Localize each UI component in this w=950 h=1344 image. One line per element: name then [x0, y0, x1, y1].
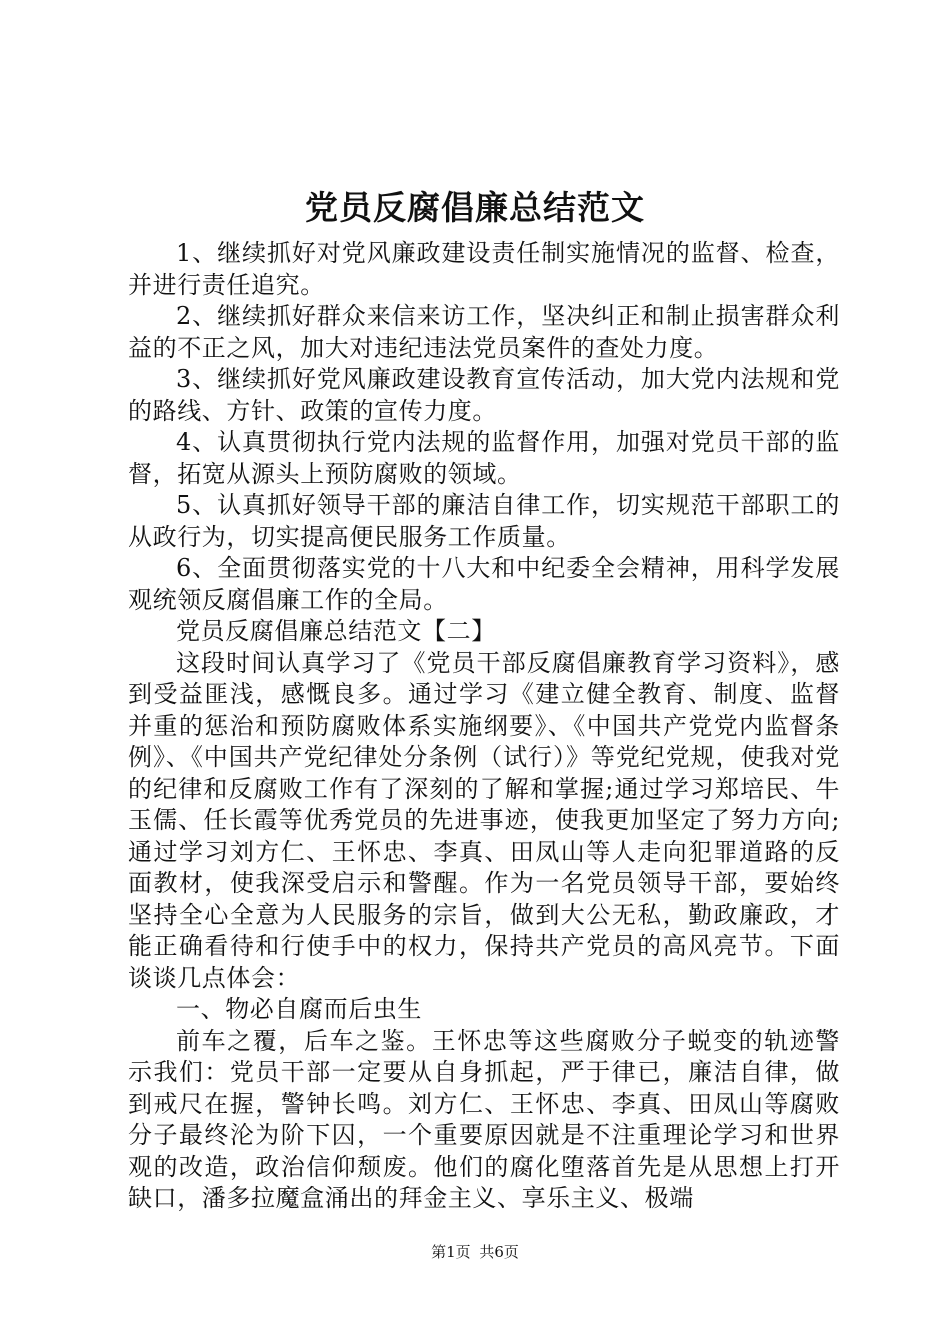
- page-footer: [0, 1241, 950, 1263]
- paragraph-intro: 这段时间认真学习了《党员干部反腐倡廉教育学习资料》，感到受益匪浅，感慨良多。通过学习《建立健全教育、制度、监督并重的惩治和预防腐败体系实施纲要》、《中国共产党党内监督条例》、《中国共产党纪律处分条例（试行）》等党纪党规，使我对党的纪律和反腐败工作有了深刻的了解和掌握;通过学习郑培民、牛玉儒、任长霞等优秀党员的先进事迹，使我更加坚定了努力方向;通过学习刘方仁、王怀忠、李真、田凤山等人走向犯罪道路的反面教材，使我深受启示和警醒。作为一名党员领导干部，要始终坚持全心全意为人民服务的宗旨，做到大公无私，勤政廉政，才能正确看待和行使手中的权力，保持共产党员的高风亮节。下面谈谈几点体会：: [128, 648, 840, 992]
- page-total: 共6页: [479, 1243, 519, 1261]
- paragraph-1: 1、继续抓好对党风廉政建设责任制实施情况的监督、检查，并进行责任追究。: [128, 239, 840, 299]
- page-number: 第1页: [431, 1243, 471, 1261]
- paragraph-5: 5、认真抓好领导干部的廉洁自律工作，切实规范干部职工的从政行为，切实提高便民服务工作质量。: [128, 491, 840, 551]
- paragraph-2: 2、继续抓好群众来信来访工作，坚决纠正和制止损害群众利益的不正之风，加大对违纪违法党员案件的查处力度。: [128, 302, 840, 362]
- section-heading-2: 党员反腐倡廉总结范文【二】: [176, 617, 496, 645]
- paragraph-4: 4、认真贯彻执行党内法规的监督作用，加强对党员干部的监督，拓宽从源头上预防腐败的领域。: [128, 428, 840, 488]
- document-title: 党员反腐倡廉总结范文: [305, 188, 645, 227]
- paragraph-body: 前车之覆，后车之鉴。王怀忠等这些腐败分子蜕变的轨迹警示我们：党员干部一定要从自身抓起，严于律已，廉洁自律，做到戒尺在握，警钟长鸣。刘方仁、王怀忠、李真、田凤山等腐败分子最终沦为阶下囚，一个重要原因就是不注重理论学习和世界观的改造，政治信仰颓废。他们的腐化堕落首先是从思想上打开缺口，潘多拉魔盒涌出的拜金主义、享乐主义、极端: [128, 1026, 840, 1212]
- document-body: [128, 238, 840, 1215]
- paragraph-3: 3、继续抓好党风廉政建设教育宣传活动，加大党内法规和党的路线、方针、政策的宣传力度。: [128, 365, 840, 425]
- paragraph-6: 6、全面贯彻落实党的十八大和中纪委全会精神，用科学发展观统领反腐倡廉工作的全局。: [128, 554, 840, 614]
- subheading-1: 一、物必自腐而后虫生: [176, 995, 422, 1023]
